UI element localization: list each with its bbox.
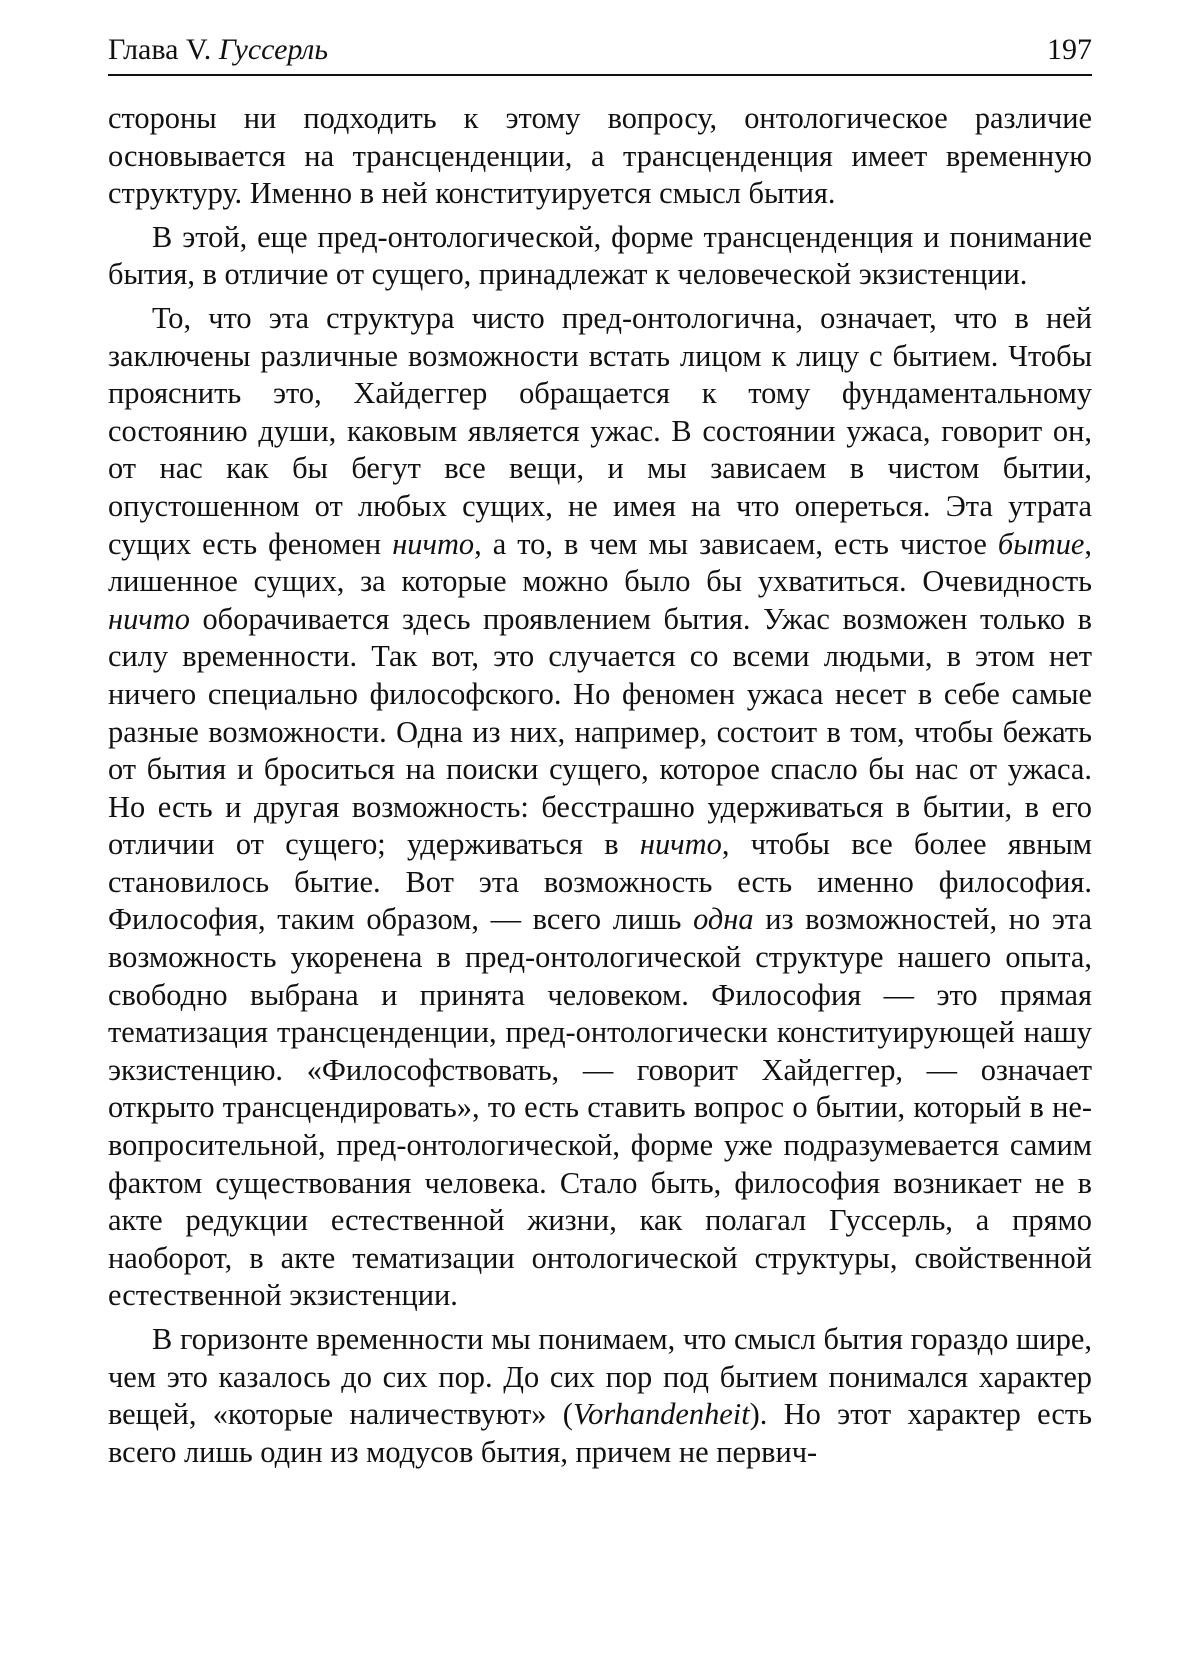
paragraph bbox=[108, 1321, 1092, 1471]
page-number: 197 bbox=[1047, 33, 1092, 66]
paragraph bbox=[108, 100, 1092, 213]
emphasis-text: ничто bbox=[392, 526, 475, 561]
paragraph bbox=[108, 219, 1092, 294]
paragraph-text: ). Но этот характер есть всего лишь один из модусов бытия, причем не первич- bbox=[108, 1397, 1092, 1469]
chapter-prefix: Глава V. bbox=[108, 33, 212, 66]
paragraph bbox=[108, 300, 1092, 1315]
running-head bbox=[108, 30, 1092, 76]
paragraph-text: В горизонте временности мы понимаем, что смысл бытия гораздо шире, чем это казалось до сих пор. До сих пор под бытием понимался характер вещей, «которые наличествуют» ( bbox=[108, 1322, 1092, 1432]
emphasis-text: одна bbox=[693, 902, 754, 937]
body-text bbox=[108, 100, 1092, 1471]
paragraph-text: стороны ни подходить к этому вопросу, онтологическое различие основывается на трансценденции, а трансценденция имеет временную структуру. Именно в ней конституируется смысл бытия. bbox=[108, 101, 1092, 211]
paragraph-text: В этой, еще пред-онтологической, форме трансценденция и понимание бытия, в отличие от сущего, принадлежат к человеческой экзистенции. bbox=[108, 219, 1092, 292]
emphasis-text: Vorhandenheit bbox=[572, 1397, 750, 1432]
paragraph-text: из возможностей, но эта возможность укоренена в пред-онтологической структуре нашего опыта, свободно выбрана и принята человеком. Философия — это прямая тематизация трансценденции, пред-онтологически конституирующей нашу экзистенцию. «Философствовать, — говорит Хайдеггер, — означает открыто трансцендировать», то есть ставить вопрос о бытии, который в не-вопросительной, пред-онтологической, форме уже подразумевается самим фактом существования человека. Стало быть, философия возникает не в акте редукции естественной жизни, как полагал Гуссерль, а прямо наоборот, в акте тематизации онтологической структуры, свойственной естественной экзистенции. bbox=[108, 902, 1093, 1313]
emphasis-text: бытие bbox=[997, 526, 1085, 561]
emphasis-text: ничто bbox=[639, 827, 722, 862]
emphasis-text: ничто bbox=[108, 601, 190, 636]
paragraph-text: То, что эта структура чисто пред-онтологична, означает, что в ней заключены различные возможности встать лицом к лицу с бытием. Чтобы прояснить это, Хайдеггер обращается к тому фундаментальному состоянию души, каковым является ужас. В состоянии ужаса, говорит он, от нас как бы бегут все вещи, и мы зависаем в чистом бытии, опустошенном от любых сущих, не имея на что опереться. Эта утрата сущих есть феномен bbox=[108, 300, 1092, 561]
paragraph-text: , чтобы все более явным становилось бытие. Вот эта возможность есть именно философия. Философия, таким образом, — всего лишь bbox=[108, 827, 1092, 937]
book-page bbox=[108, 30, 1092, 1477]
paragraph-text: , а то, в чем мы зависаем, есть чистое bbox=[474, 526, 998, 561]
paragraph-text: оборачивается здесь проявлением бытия. Ужас возможен только в силу временности. Так вот, это случается со всеми людьми, в этом нет ничего специально философского. Но феномен ужаса несет в себе самые разные возможности. Одна из них, например, состоит в том, чтобы бежать от бытия и броситься на поиски сущего, которое спасло бы нас от ужаса. Но есть и другая возможность: бесстрашно удерживаться в бытии, в его отличии от сущего; удерживаться в bbox=[108, 601, 1092, 862]
paragraph-text: , лишенное сущих, за которые можно было бы ухватиться. Очевидность bbox=[108, 526, 1093, 599]
chapter-title bbox=[108, 30, 328, 70]
chapter-name: Гуссерль bbox=[218, 33, 328, 66]
